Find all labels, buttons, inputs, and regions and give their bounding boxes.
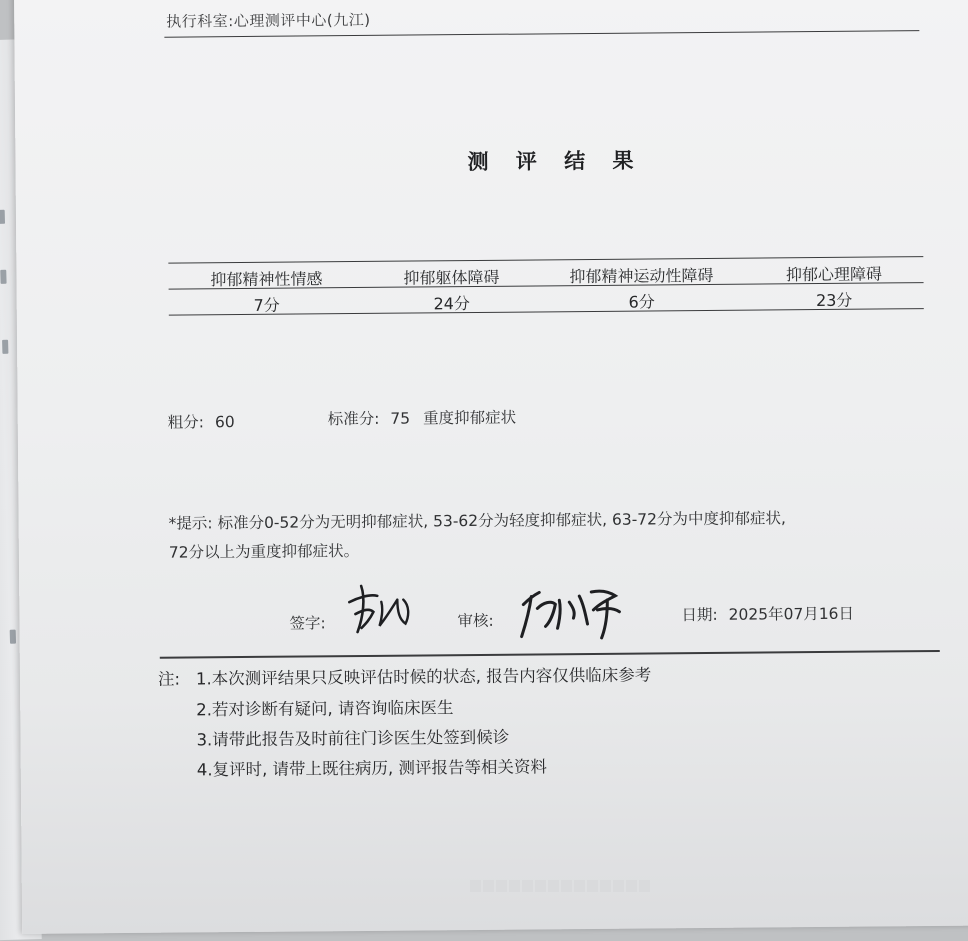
note-item: 2.若对诊断有疑问, 请咨询临床医生: [196, 698, 454, 720]
table-header-cell: 抑郁躯体障碍: [403, 267, 500, 288]
raw-score-label: 粗分:: [167, 413, 205, 432]
date-label: 日期:: [681, 605, 718, 625]
page-title: 测 评 结 果: [467, 148, 644, 175]
page-edge-mark: [0, 270, 6, 284]
page-edge-mark: [0, 210, 5, 224]
date-value: 2025年07月16日: [728, 604, 855, 624]
reviewer-signature: [509, 574, 640, 645]
notes-prefix: 注:: [157, 669, 181, 689]
header-divider: [164, 30, 919, 38]
table-value-cell: 23分: [815, 290, 853, 311]
report-sheet: [14, 0, 968, 934]
department-header: 执行科室:心理测评中心(九江): [166, 10, 371, 31]
note-item: 4.复评时, 请带上既往病历, 测评报告等相关资料: [196, 757, 548, 780]
raw-score: [168, 410, 235, 433]
note-item: 1.本次测评结果只反映评估时候的状态, 报告内容仅供临床参考: [195, 665, 652, 689]
standard-score-label: 标准分:: [327, 409, 380, 429]
page-edge-mark: [2, 340, 8, 354]
table-header-cell: 抑郁精神性情感: [210, 269, 323, 290]
notes-divider: [160, 650, 940, 659]
date: [681, 602, 854, 626]
table-value-cell: 7分: [253, 295, 280, 315]
table-value-cell: 24分: [433, 294, 470, 314]
table-header-cell: 抑郁精神运动性障碍: [569, 265, 714, 287]
table-header-cell: 抑郁心理障碍: [785, 264, 883, 285]
standard-score-value: 75: [390, 409, 411, 428]
raw-score-value: 60: [214, 413, 235, 432]
note-item: 3.请带此报告及时前往门诊医生处签到候诊: [196, 727, 510, 750]
signer-signature: [339, 575, 430, 636]
review-label: 审核:: [457, 611, 494, 631]
hint-line-2: 72分以上为重度抑郁症状。: [168, 542, 360, 562]
hint-line-1: *提示: 标准分0-52分为无明抑郁症状, 53-62分为轻度抑郁症状, 63-72分为中度抑郁症状,: [168, 509, 786, 533]
page-edge-mark: [10, 630, 16, 644]
table-value-cell: 6分: [628, 292, 655, 312]
standard-score: [328, 406, 517, 430]
severity-conclusion: 重度抑郁症状: [422, 408, 517, 428]
bottom-watermark: [470, 880, 650, 892]
sign-label: 签字:: [289, 614, 326, 633]
